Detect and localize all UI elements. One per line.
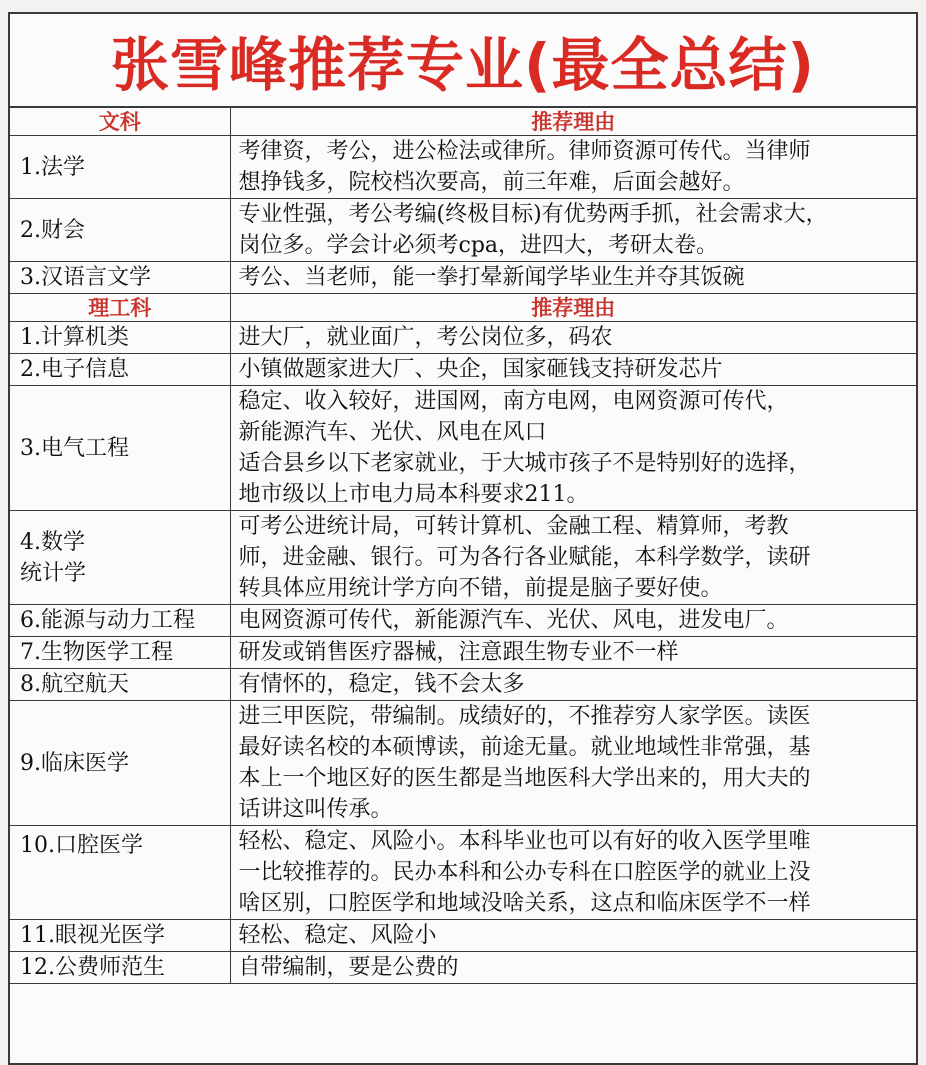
table-row bbox=[10, 605, 916, 637]
major-reason bbox=[230, 605, 916, 637]
reason-line: 地市级以上市电力局本科要求211。 bbox=[238, 482, 589, 507]
major-name: 9.临床医学 bbox=[10, 701, 230, 826]
major-name: 10.口腔医学 bbox=[10, 826, 230, 920]
table-row bbox=[10, 386, 916, 511]
major-reason bbox=[230, 511, 916, 605]
reason-line: 师，进金融、银行。可为各行各业赋能，本科学数学，读研 bbox=[238, 545, 811, 570]
table-row bbox=[10, 511, 916, 605]
table-row bbox=[10, 669, 916, 701]
major-reason bbox=[230, 354, 916, 386]
major-reason bbox=[230, 199, 916, 262]
major-name: 4.数学 统计学 bbox=[10, 511, 230, 605]
major-reason bbox=[230, 386, 916, 511]
major-reason bbox=[230, 669, 916, 701]
major-name: 2.电子信息 bbox=[10, 354, 230, 386]
table-row bbox=[10, 701, 916, 826]
section-header-ligongke bbox=[10, 294, 916, 322]
major-name: 6.能源与动力工程 bbox=[10, 605, 230, 637]
reason-line: 小镇做题家进大厂、央企，国家砸钱支持研发芯片 bbox=[238, 357, 723, 382]
reason-line: 电网资源可传代，新能源汽车、光伏、风电，进发电厂。 bbox=[238, 608, 789, 633]
table-row bbox=[10, 826, 916, 920]
major-reason bbox=[230, 262, 916, 294]
reason-header: 推荐理由 bbox=[230, 108, 916, 136]
reason-line: 有情怀的，稳定，钱不会太多 bbox=[238, 672, 525, 697]
section-label: 理工科 bbox=[10, 294, 230, 322]
major-reason bbox=[230, 952, 916, 984]
table-row bbox=[10, 136, 916, 199]
major-reason bbox=[230, 826, 916, 920]
reason-line: 想挣钱多，院校档次要高，前三年难，后面会越好。 bbox=[238, 170, 745, 195]
reason-line: 考公、当老师，能一拳打晕新闻学毕业生并夺其饭碗 bbox=[238, 265, 745, 290]
document-sheet bbox=[8, 12, 918, 1065]
reason-line: 适合县乡以下老家就业，于大城市孩子不是特别好的选择， bbox=[238, 451, 811, 476]
reason-header: 推荐理由 bbox=[230, 294, 916, 322]
major-reason bbox=[230, 322, 916, 354]
reason-line: 新能源汽车、光伏、风电在风口 bbox=[238, 420, 547, 445]
reason-line: 轻松、稳定、风险小 bbox=[238, 923, 437, 948]
major-name: 3.电气工程 bbox=[10, 386, 230, 511]
major-name: 1.计算机类 bbox=[10, 322, 230, 354]
major-name: 8.航空航天 bbox=[10, 669, 230, 701]
reason-line: 最好读名校的本硕博读，前途无量。就业地域性非常强，基 bbox=[238, 735, 811, 760]
reason-line: 进大厂，就业面广，考公岗位多，码农 bbox=[238, 325, 613, 350]
reason-line: 话讲这叫传承。 bbox=[238, 797, 393, 822]
reason-line: 专业性强，考公考编(终极目标)有优势两手抓，社会需求大， bbox=[238, 202, 828, 227]
reason-line: 转具体应用统计学方向不错，前提是脑子要好使。 bbox=[238, 576, 723, 601]
reason-line: 研发或销售医疗器械，注意跟生物专业不一样 bbox=[238, 640, 679, 665]
reason-line: 可考公进统计局，可转计算机、金融工程、精算师，考教 bbox=[238, 514, 789, 539]
table-row bbox=[10, 199, 916, 262]
major-name: 11.眼视光医学 bbox=[10, 920, 230, 952]
reason-line: 自带编制，要是公费的 bbox=[238, 955, 459, 980]
reason-line: 稳定、收入较好，进国网，南方电网，电网资源可传代， bbox=[238, 389, 789, 414]
reason-line: 轻松、稳定、风险小。本科毕业也可以有好的收入医学里唯 bbox=[238, 829, 811, 854]
major-table bbox=[10, 108, 916, 984]
major-reason bbox=[230, 920, 916, 952]
table-row bbox=[10, 920, 916, 952]
table-row bbox=[10, 637, 916, 669]
major-name: 1.法学 bbox=[10, 136, 230, 199]
reason-line: 啥区别，口腔医学和地域没啥关系，这点和临床医学不一样 bbox=[238, 891, 811, 916]
reason-line: 考律资，考公，进公检法或律所。律师资源可传代。当律师 bbox=[238, 139, 811, 164]
table-row bbox=[10, 952, 916, 984]
major-name: 3.汉语言文学 bbox=[10, 262, 230, 294]
major-name: 2.财会 bbox=[10, 199, 230, 262]
reason-line: 本上一个地区好的医生都是当地医科大学出来的，用大夫的 bbox=[238, 766, 811, 791]
reason-line: 一比较推荐的。民办本科和公办专科在口腔医学的就业上没 bbox=[238, 860, 811, 885]
major-reason bbox=[230, 701, 916, 826]
table-row bbox=[10, 354, 916, 386]
reason-line: 岗位多。学会计必须考cpa，进四大，考研太卷。 bbox=[238, 233, 719, 258]
major-name: 12.公费师范生 bbox=[10, 952, 230, 984]
table-row bbox=[10, 322, 916, 354]
major-reason bbox=[230, 136, 916, 199]
major-name: 7.生物医学工程 bbox=[10, 637, 230, 669]
reason-line: 进三甲医院，带编制。成绩好的，不推荐穷人家学医。读医 bbox=[238, 704, 811, 729]
section-header-wenke bbox=[10, 108, 916, 136]
section-label: 文科 bbox=[10, 108, 230, 136]
major-reason bbox=[230, 637, 916, 669]
table-row bbox=[10, 262, 916, 294]
page-title: 张雪峰推荐专业(最全总结) bbox=[10, 14, 916, 108]
